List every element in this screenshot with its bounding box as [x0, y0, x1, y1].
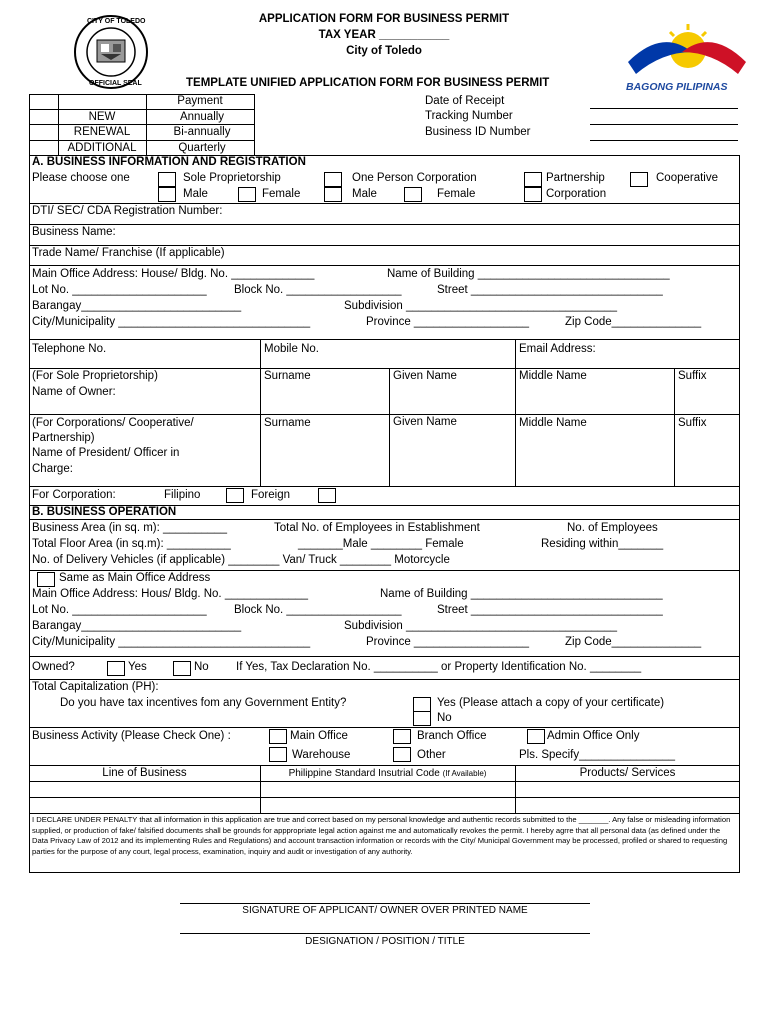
b-main-office-label: Main Office Address: Hous/ Bldg. No. _____________	[32, 588, 308, 600]
foreign-label: Foreign	[251, 489, 290, 501]
same-address-label: Same as Main Office Address	[59, 572, 211, 584]
tax-year: TAX YEAR ___________	[318, 29, 450, 41]
sole-female-label: Female	[262, 188, 301, 200]
business-row-2[interactable]	[29, 813, 740, 814]
delivery-label: No. of Delivery Vehicles (if applicable) ________ Van/ Truck ________ Motorcycle	[32, 554, 450, 566]
b-zip-label: Zip Code______________	[565, 636, 702, 648]
activity-branch-label: Branch Office	[417, 730, 487, 742]
designation-label: DESIGNATION / POSITION / TITLE	[305, 936, 465, 947]
sole-female-checkbox[interactable]	[238, 187, 256, 202]
owner-given-label: Given Name	[393, 370, 457, 382]
incentives-no-label: No	[437, 712, 452, 724]
specify-label: Pls. Specify_______________	[519, 749, 676, 761]
b-city-label: City/Municipality ______________________________	[32, 636, 311, 648]
logo-text: BAGONG PILIPINAS	[626, 81, 728, 93]
corporation-label: Corporation	[546, 188, 607, 200]
block-label: Block No. __________________	[234, 284, 402, 296]
designation-line[interactable]	[180, 933, 590, 934]
sole-owner-line1: (For Sole Proprietorship)	[32, 370, 158, 382]
for-corporation-label: For Corporation:	[32, 489, 116, 501]
filipino-label: Filipino	[164, 489, 201, 501]
total-employees-label: Total No. of Employees in Establishment	[274, 522, 480, 534]
corp-line4: Charge:	[32, 463, 73, 475]
activity-main-office-checkbox[interactable]	[269, 729, 287, 744]
seal-text-top: CITY OF TOLEDO	[87, 18, 146, 25]
street-label: Street ______________________________	[437, 284, 663, 296]
payment-header: Payment	[177, 95, 223, 107]
owner-surname-label: Surname	[264, 370, 311, 382]
male-female-label: _______Male ________ Female	[298, 538, 464, 550]
business-id-label: Business ID Number	[425, 126, 531, 138]
tracking-label: Tracking Number	[425, 110, 513, 122]
b-lot-label: Lot No. _____________________	[32, 604, 207, 616]
section-a-title: A. BUSINESS INFORMATION AND REGISTRATION	[32, 156, 306, 168]
activity-admin-label: Admin Office Only	[547, 730, 640, 742]
corp-line3: Name of President/ Officer in	[32, 447, 180, 459]
activity-admin-checkbox[interactable]	[527, 729, 545, 744]
incentives-no-checkbox[interactable]	[413, 711, 431, 726]
mobile-label: Mobile No.	[264, 343, 319, 355]
barangay-label: Barangay_________________________	[32, 300, 242, 312]
activity-warehouse-label: Warehouse	[292, 749, 351, 761]
form-subtitle: TEMPLATE UNIFIED APPLICATION FORM FOR BUSINESS PERMIT	[186, 77, 550, 89]
payment-quarterly[interactable]: Quarterly	[178, 142, 226, 154]
sole-owner-line2: Name of Owner:	[32, 386, 116, 398]
form-title: APPLICATION FORM FOR BUSINESS PERMIT	[258, 13, 510, 25]
floor-area-label: Total Floor Area (in sq.m): __________	[32, 538, 231, 550]
activity-other-label: Other	[417, 749, 446, 761]
no-employees-label: No. of Employees	[567, 522, 658, 534]
sole-male-checkbox[interactable]	[158, 187, 176, 202]
business-row-1[interactable]	[29, 797, 740, 798]
psic-label: Philippine Standard Insutrial Code	[288, 768, 440, 779]
partnership-label: Partnership	[546, 172, 605, 184]
cooperative-checkbox[interactable]	[630, 172, 648, 187]
capitalization-label: Total Capitalization (PH):	[32, 681, 159, 693]
partnership-checkbox[interactable]	[524, 172, 542, 187]
activity-main-office-label: Main Office	[290, 730, 348, 742]
sole-checkbox[interactable]	[158, 172, 176, 187]
activity-warehouse-checkbox[interactable]	[269, 747, 287, 762]
trade-name-label: Trade Name/ Franchise (If applicable)	[32, 247, 225, 259]
b-barangay-label: Barangay_________________________	[32, 620, 242, 632]
b-subdivision-label: Subdivision _________________________________	[344, 620, 618, 632]
signature-label: SIGNATURE OF APPLICANT/ OWNER OVER PRINTED NAME	[242, 905, 528, 916]
incentives-yes-label: Yes (Please attach a copy of your certificate)	[437, 697, 665, 709]
signature-line[interactable]	[180, 903, 590, 904]
opc-label: One Person Corporation	[352, 172, 477, 184]
section-b-title: B. BUSINESS OPERATION	[32, 506, 177, 518]
activity-branch-checkbox[interactable]	[393, 729, 411, 744]
subdivision-label: Subdivision _________________________________	[344, 300, 618, 312]
business-name-label: Business Name:	[32, 226, 116, 238]
owned-no-checkbox[interactable]	[173, 661, 191, 676]
opc-checkbox[interactable]	[324, 172, 342, 187]
main-office-label: Main Office Address: House/ Bldg. No. _____________	[32, 268, 315, 280]
owned-no-label: No	[194, 661, 209, 673]
owner-suffix-label: Suffix	[678, 370, 707, 382]
type-new[interactable]: NEW	[88, 111, 116, 123]
payment-annually[interactable]: Annually	[179, 111, 225, 123]
owned-yes-label: Yes	[128, 661, 147, 673]
date-receipt-label: Date of Receipt	[425, 95, 505, 107]
b-province-label: Province __________________	[366, 636, 530, 648]
activity-other-checkbox[interactable]	[393, 747, 411, 762]
sole-label: Sole Proprietorship	[183, 172, 281, 184]
b-street-label: Street ______________________________	[437, 604, 663, 616]
bagong-pilipinas-logo	[622, 22, 752, 94]
city-seal	[57, 14, 165, 90]
residing-label: Residing within_______	[541, 538, 664, 550]
dti-label: DTI/ SEC/ CDA Registration Number:	[32, 205, 223, 217]
business-id-field[interactable]	[590, 140, 738, 141]
city-name: City of Toledo	[346, 45, 422, 57]
pres-middle-label: Middle Name	[519, 417, 587, 429]
b-block-label: Block No. __________________	[234, 604, 402, 616]
payment-biannually[interactable]: Bi-annually	[173, 126, 231, 138]
telephone-label: Telephone No.	[32, 343, 107, 355]
same-address-checkbox[interactable]	[37, 572, 55, 587]
pres-suffix-label: Suffix	[678, 417, 707, 429]
business-area-label: Business Area (in sq. m): __________	[32, 522, 227, 534]
tax-declaration-label: If Yes, Tax Declaration No. __________ or Property Identification No. ________	[236, 661, 642, 673]
lot-label: Lot No. _____________________	[32, 284, 207, 296]
opc-male-label: Male	[352, 188, 377, 200]
products-header: Products/ Services	[579, 767, 676, 779]
filipino-checkbox[interactable]	[226, 488, 244, 503]
activity-label: Business Activity (Please Check One) :	[32, 730, 231, 742]
foreign-checkbox[interactable]	[318, 488, 336, 503]
corp-line1: (For Corporations/ Cooperative/	[32, 417, 194, 429]
city-label: City/Municipality ______________________________	[32, 316, 311, 328]
choose-label: Please choose one	[32, 172, 130, 184]
owned-label: Owned?	[32, 661, 75, 673]
incentives-label: Do you have tax incentives fom any Government Entity?	[60, 697, 347, 709]
incentives-yes-checkbox[interactable]	[413, 697, 431, 712]
opc-female-label: Female	[437, 188, 476, 200]
declaration-text: I DECLARE UNDER PENALTY that all information in this application are true and correct based on my personal knowledge and authentic records submitted to the _______. Any false or misleading information supplied, or production of fake/ falsified documents shall be grounds for apppropriate legal action against me and automatically revokes the permit. I hereby agrre that all personal data (as defined under the Data Privacy Law of 2012 and its implementing Rules and Regulations) and account transaction information or records with the City/ Municipal Government may be processed, profiled or shared to requesting parties for the purpose of any court, legal process, examination, inquiry and audit or investigation of any authority.	[32, 815, 731, 856]
pres-surname-label: Surname	[264, 417, 311, 429]
line-business-header: Line of Business	[102, 767, 187, 779]
cooperative-label: Cooperative	[656, 172, 719, 184]
type-renewal[interactable]: RENEWAL	[73, 126, 131, 138]
date-receipt-field[interactable]	[590, 108, 738, 109]
psic-header	[260, 769, 515, 779]
province-label: Province __________________	[366, 316, 530, 328]
b-name-building-label: Name of Building ______________________________	[380, 588, 663, 600]
corp-line2: Partnership)	[32, 432, 95, 444]
tracking-field[interactable]	[590, 124, 738, 125]
opc-male-checkbox[interactable]	[324, 187, 342, 202]
email-label: Email Address:	[519, 343, 596, 355]
zip-label: Zip Code______________	[565, 316, 702, 328]
corporation-checkbox[interactable]	[524, 187, 542, 202]
pres-given-label: Given Name	[393, 416, 457, 428]
opc-female-checkbox[interactable]	[404, 187, 422, 202]
name-building-label: Name of Building ______________________________	[387, 268, 670, 280]
psic-small: (If Available)	[442, 769, 487, 778]
owner-middle-label: Middle Name	[519, 370, 587, 382]
owned-yes-checkbox[interactable]	[107, 661, 125, 676]
sole-male-label: Male	[183, 188, 208, 200]
type-additional[interactable]: ADDITIONAL	[67, 142, 137, 154]
seal-text-bottom: OFFICIAL SEAL	[89, 80, 142, 87]
